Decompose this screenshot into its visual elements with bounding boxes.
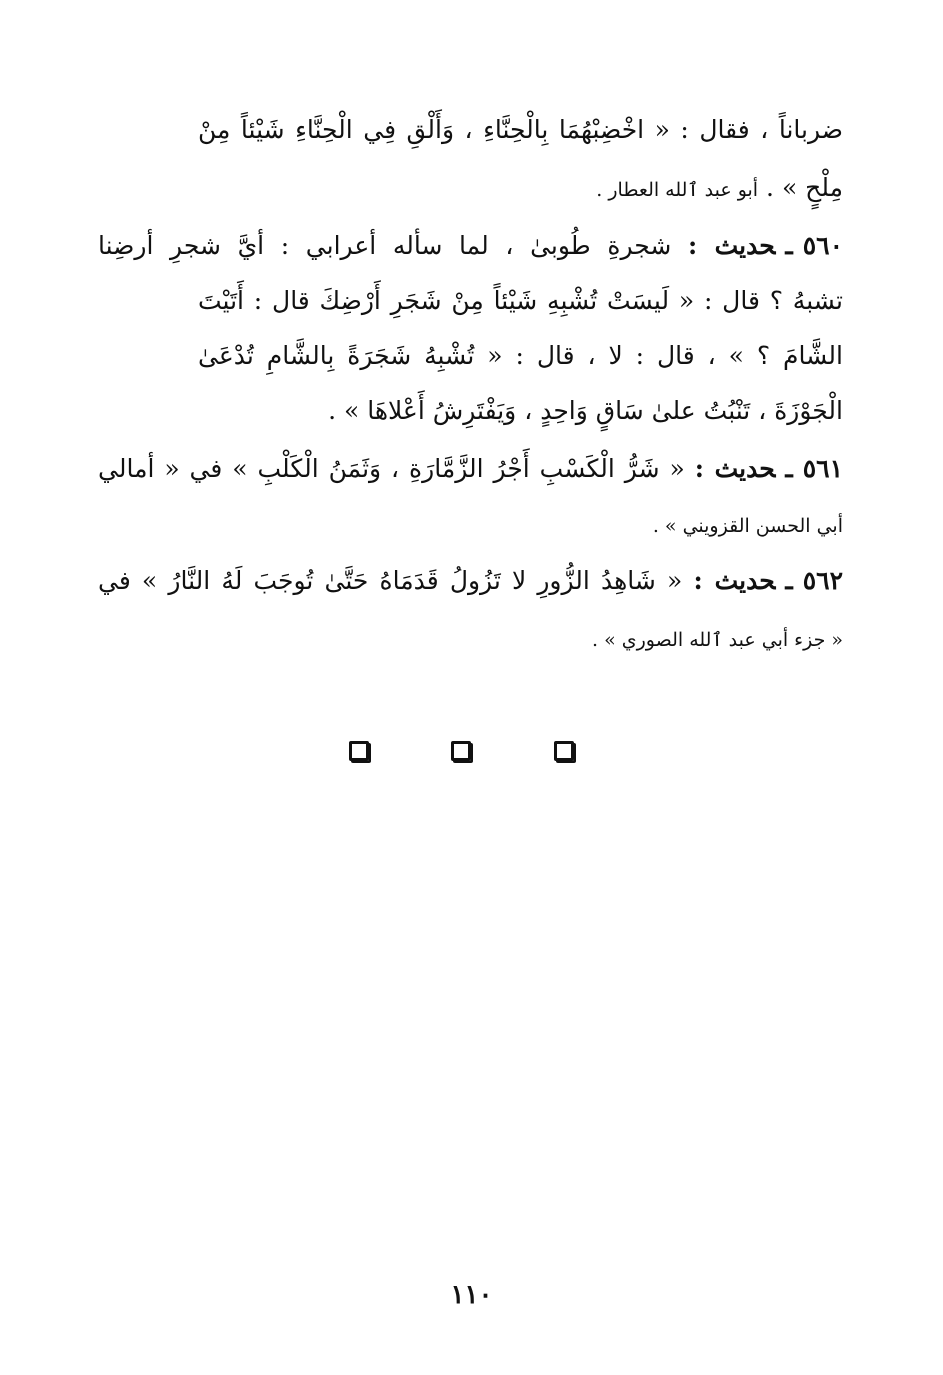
entry-561-first-line [98,449,843,489]
entry-560-line-4: الْجَوْزَةَ ، تَنْبُتُ علىٰ سَاقٍ وَاحِدٍ ، وَيَفْتَرِشُ أَعْلاهَا » . [328,396,843,425]
entry-561-number: ٥٦١ [802,454,844,483]
entry-560-line-2: تشبهُ ؟ قال : « لَيسَتْ تُشْبِهِ شَيْئاً مِنْ شَجَرِ أَرْضِكَ قال : أَتَيْتَ [198,286,843,315]
fragment-line-2-text: مِلْحٍ » . [766,173,843,202]
entry-561-line-2 [198,504,843,546]
entry-560-line-3: الشَّامَ ؟ » ، قال : لا ، قال : « تُشْبِهُ شَجَرَةً بِالشَّامِ تُدْعَىٰ [198,341,843,370]
entry-560-label: حديث : [687,231,776,260]
ornament-square-right [554,741,574,761]
entry-562-number: ٥٦٢ [802,566,844,595]
entry-561-source: أبي الحسن القزويني » . [652,515,843,537]
entry-561-line-1: « شَرُّ الْكَسْبِ أَجْرُ الزَّمَّارَةِ ، وَثَمَنُ الْكَلْبِ » في « أمالي [98,454,685,483]
entry-562-line-1: « شَاهِدُ الزُّورِ لا تَزُولُ قَدَمَاهُ حَتَّىٰ تُوجَبَ لَهُ النَّارُ » في [98,566,683,595]
entry-562-line-2 [198,618,843,660]
fragment-source: أبو عبد ٱلله العطار . [596,179,759,201]
ornament-square-left [349,741,369,761]
page-number: ١١٠ [450,1280,493,1310]
entry-561-dash: ـ [785,454,793,483]
entry-560-number: ٥٦٠ [802,231,844,260]
entry-562-first-line [98,561,843,601]
entry-562-source: « جزء أبي عبد ٱلله الصوري » . [592,629,843,651]
fragment-line-1: ضرباناً ، فقال : « اخْضِبْهُمَا بِالْحِنَّاءِ ، وَأَلْقِ فِي الْحِنَّاءِ شَيْئاً مِنْ [198,115,843,144]
entry-562-dash: ـ [785,566,793,595]
section-end-ornament [0,737,943,767]
ornament-square-middle [451,741,471,761]
entry-561-label: حديث : [694,454,776,483]
entry-562-label: حديث : [693,566,776,595]
entry-560-dash: ـ [785,231,793,260]
entry-560-first-line [98,226,843,266]
fragment-line-2 [198,168,843,210]
entry-560-line-1: شجرةِ طُوبىٰ ، لما سأله أعرابي : أيَّ شجرِ أرضِنا [98,231,672,260]
